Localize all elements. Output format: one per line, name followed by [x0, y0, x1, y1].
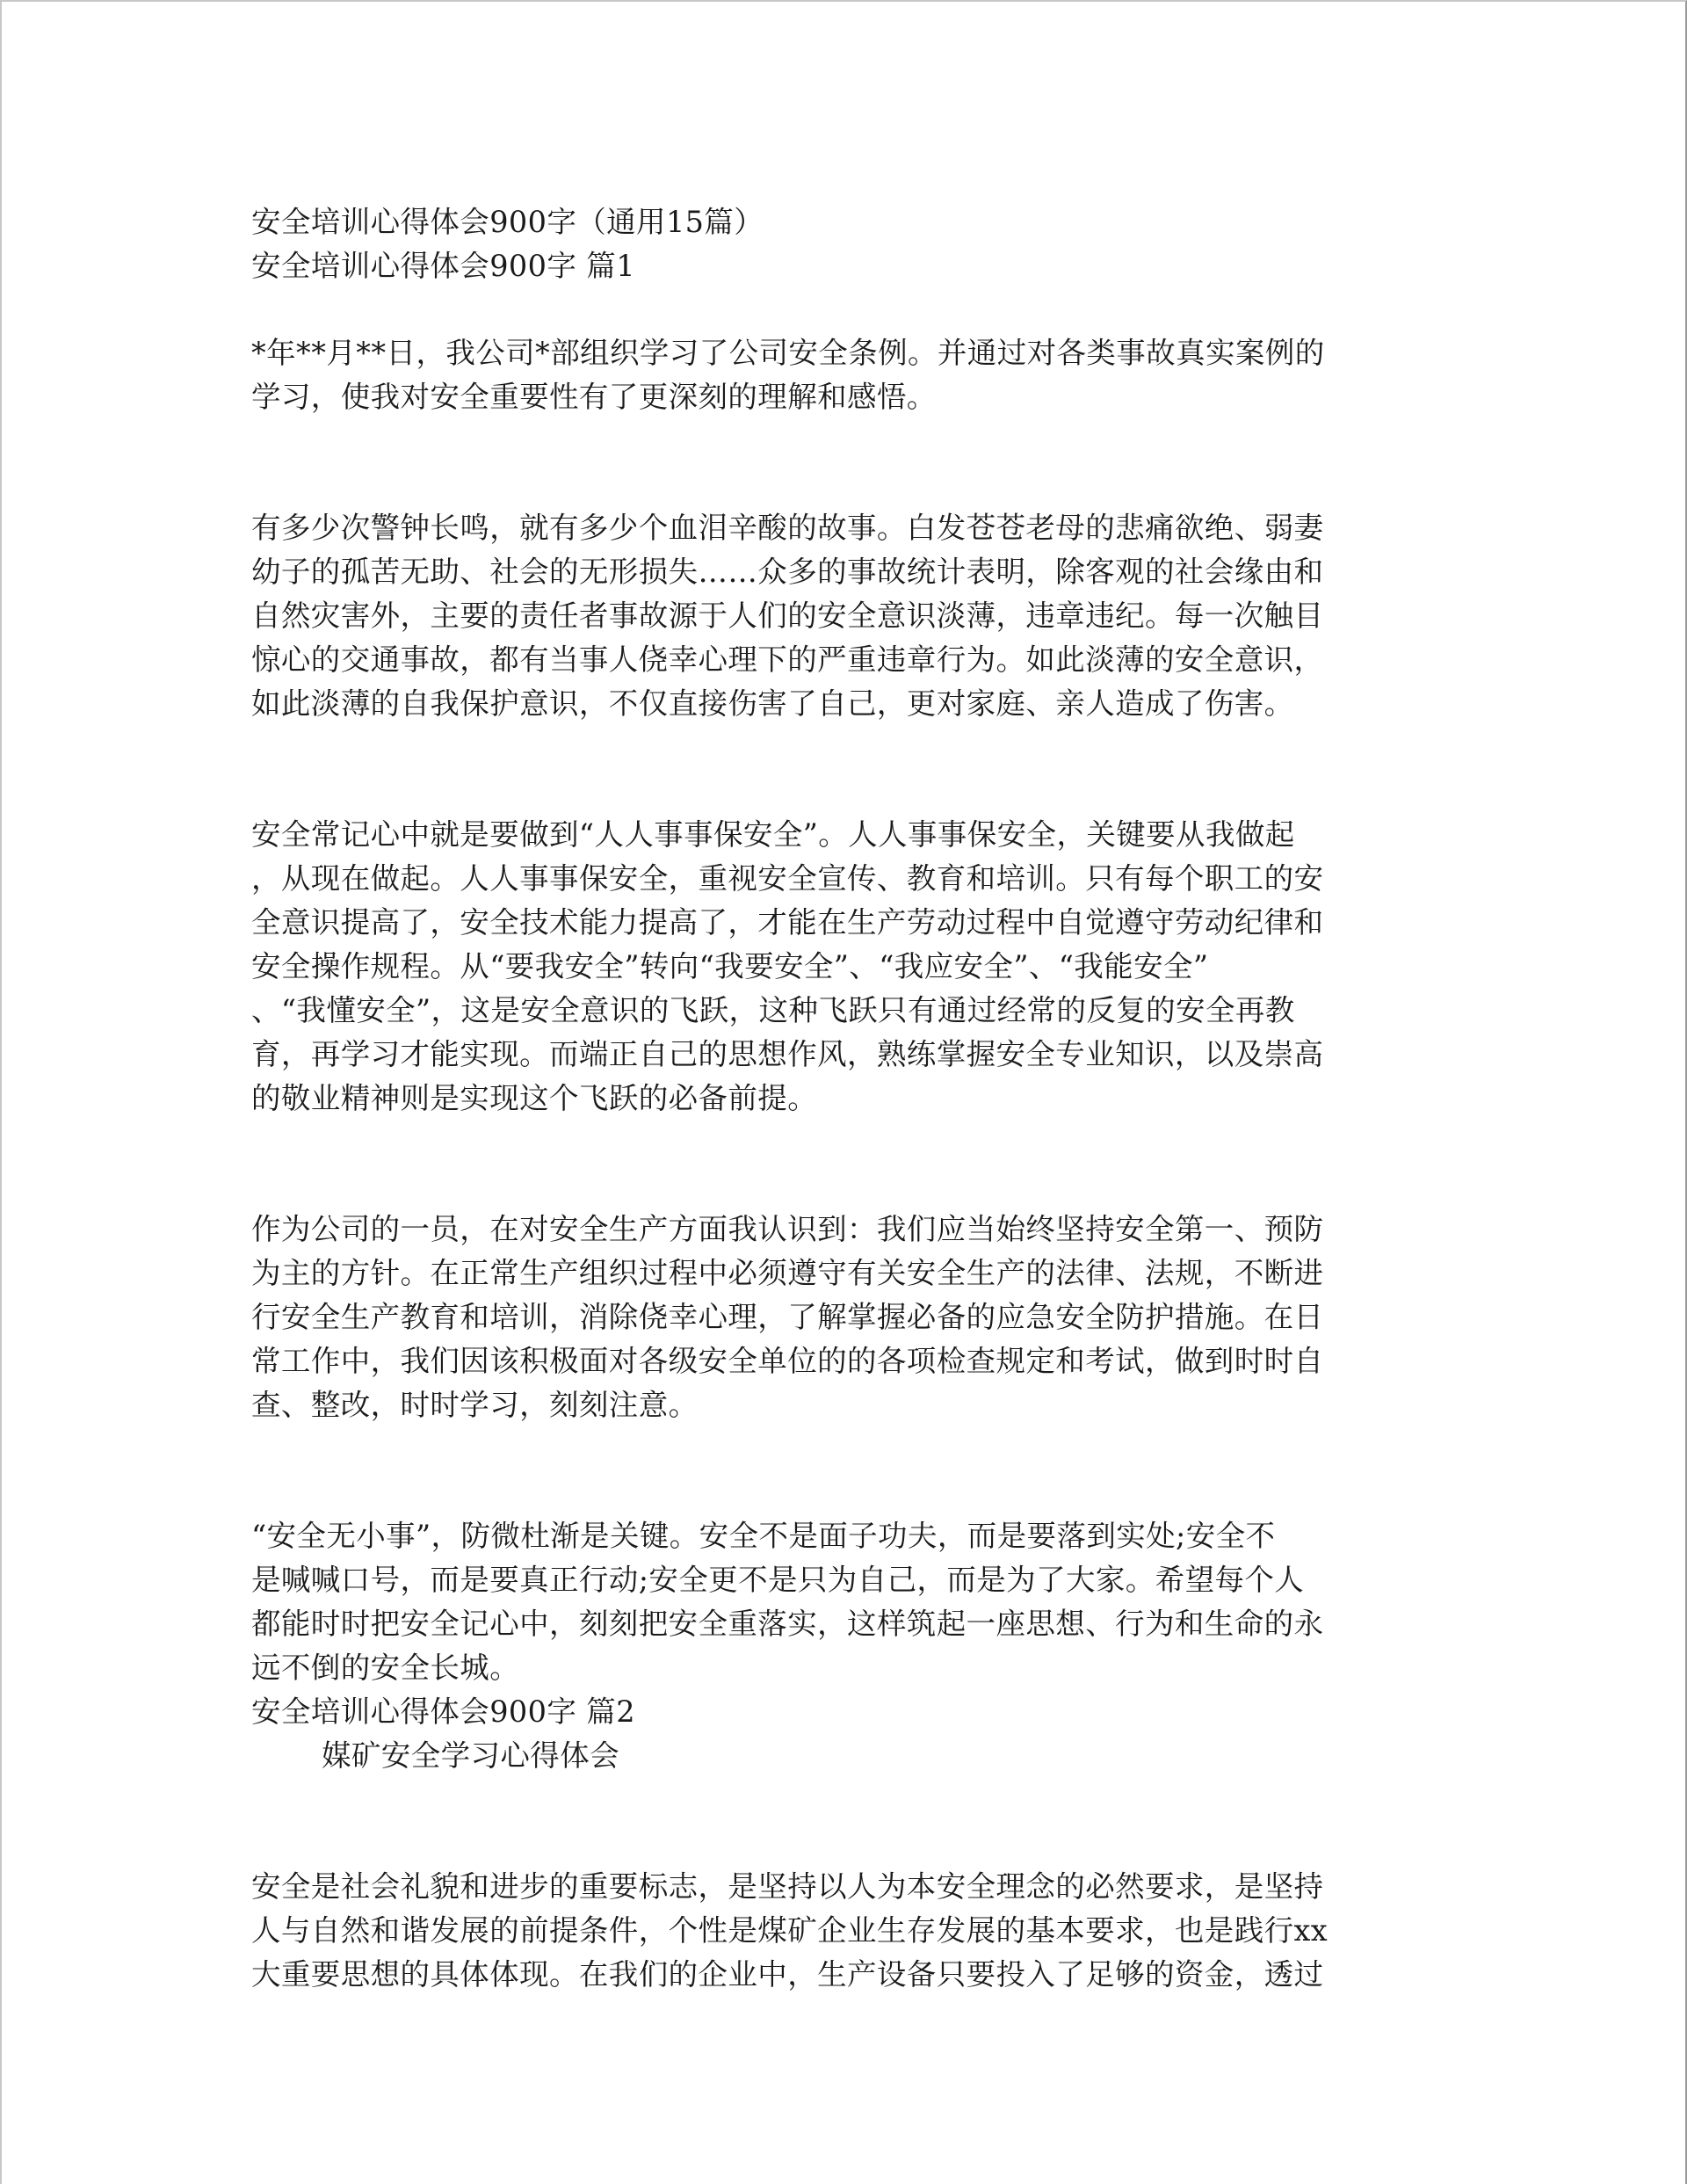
text-line: 的敬业精神则是实现这个飞跃的必备前提。 — [251, 1081, 818, 1115]
text-line: 育，再学习才能实现。而端正自己的思想作风，熟练掌握安全专业知识，以及崇高 — [251, 1037, 1324, 1071]
text-line: ，从现在做起。人人事事保安全，重视安全宣传、教育和培训。只有每个职工的安 — [251, 861, 1324, 896]
section-heading-1: 安全培训心得体会900字 篇1 — [251, 249, 635, 283]
paragraph-1 — [251, 331, 1446, 419]
paragraph-spacer — [251, 726, 1446, 813]
paragraph-3 — [251, 813, 1446, 1121]
paragraph-6 — [251, 1865, 1446, 1997]
document-title: 安全培训心得体会900字（通用15篇） — [251, 205, 764, 239]
text-line: 有多少次警钟长鸣，就有多少个血泪辛酸的故事。白发苍苍老母的悲痛欲绝、弱妻 — [251, 511, 1324, 545]
text-line: 学习，使我对安全重要性有了更深刻的理解和感悟。 — [251, 380, 937, 414]
section-subtitle: 媒矿安全学习心得体会 — [322, 1738, 619, 1773]
text-line: 都能时时把安全记心中，刻刻把安全重落实，这样筑起一座思想、行为和生命的永 — [251, 1607, 1324, 1641]
section-heading-2: 安全培训心得体会900字 篇2 — [251, 1694, 635, 1729]
text-line: 、“我懂安全”，这是安全意识的飞跃，这种飞跃只有通过经常的反复的安全再教 — [251, 993, 1295, 1027]
text-line: 行安全生产教育和培训，消除侥幸心理，了解掌握必备的应急安全防护措施。在日 — [251, 1300, 1324, 1334]
paragraph-spacer — [251, 419, 1446, 506]
text-line: 远不倒的安全长城。 — [251, 1651, 520, 1685]
text-line: 为主的方针。在正常生产组织过程中必须遵守有关安全生产的法律、法规，不断进 — [251, 1256, 1324, 1290]
paragraph-spacer — [251, 1427, 1446, 1514]
text-line: “安全无小事”，防微杜渐是关键。安全不是面子功夫，而是要落到实处;安全不 — [251, 1519, 1276, 1553]
text-line: 大重要思想的具体体现。在我们的企业中，生产设备只要投入了足够的资金，透过 — [251, 1957, 1324, 1992]
paragraph-spacer — [251, 1778, 1446, 1865]
document-body — [251, 200, 1446, 1997]
text-line: 是喊喊口号，而是要真正行动;安全更不是只为自己，而是为了大家。希望每个人 — [251, 1563, 1305, 1597]
paragraph-2 — [251, 506, 1446, 726]
text-line: 安全是社会礼貌和进步的重要标志，是坚持以人为本安全理念的必然要求，是坚持 — [251, 1869, 1324, 1904]
text-line: 幼子的孤苦无助、社会的无形损失……众多的事故统计表明，除客观的社会缘由和 — [251, 555, 1324, 589]
text-line: 安全常记心中就是要做到“人人事事保安全”。人人事事保安全，关键要从我做起 — [251, 817, 1295, 852]
text-line: 如此淡薄的自我保护意识，不仅直接伤害了自己，更对家庭、亲人造成了伤害。 — [251, 686, 1294, 721]
paragraph-spacer — [251, 288, 1446, 331]
text-line: 作为公司的一员，在对安全生产方面我认识到：我们应当始终坚持安全第一、预防 — [251, 1212, 1324, 1246]
text-line: 查、整改，时时学习，刻刻注意。 — [251, 1388, 699, 1422]
paragraph-4 — [251, 1208, 1446, 1427]
text-line: 人与自然和谐发展的前提条件，个性是煤矿企业生存发展的基本要求，也是践行xx — [251, 1913, 1329, 1948]
text-line: 自然灾害外，主要的责任者事故源于人们的安全意识淡薄，违章违纪。每一次触目 — [251, 599, 1324, 633]
text-line: 惊心的交通事故，都有当事人侥幸心理下的严重违章行为。如此淡薄的安全意识， — [251, 642, 1324, 677]
text-line: *年**月**日，我公司*部组织学习了公司安全条例。并通过对各类事故真实案例的 — [251, 336, 1325, 370]
paragraph-spacer — [251, 1121, 1446, 1208]
paragraph-5 — [251, 1514, 1446, 1690]
text-line: 常工作中，我们因该积极面对各级安全单位的的各项检查规定和考试，做到时时自 — [251, 1344, 1324, 1378]
text-line: 安全操作规程。从“要我安全”转向“我要安全”、“我应安全”、“我能安全” — [251, 949, 1209, 983]
text-line: 全意识提高了，安全技术能力提高了，才能在生产劳动过程中自觉遵守劳动纪律和 — [251, 905, 1324, 940]
